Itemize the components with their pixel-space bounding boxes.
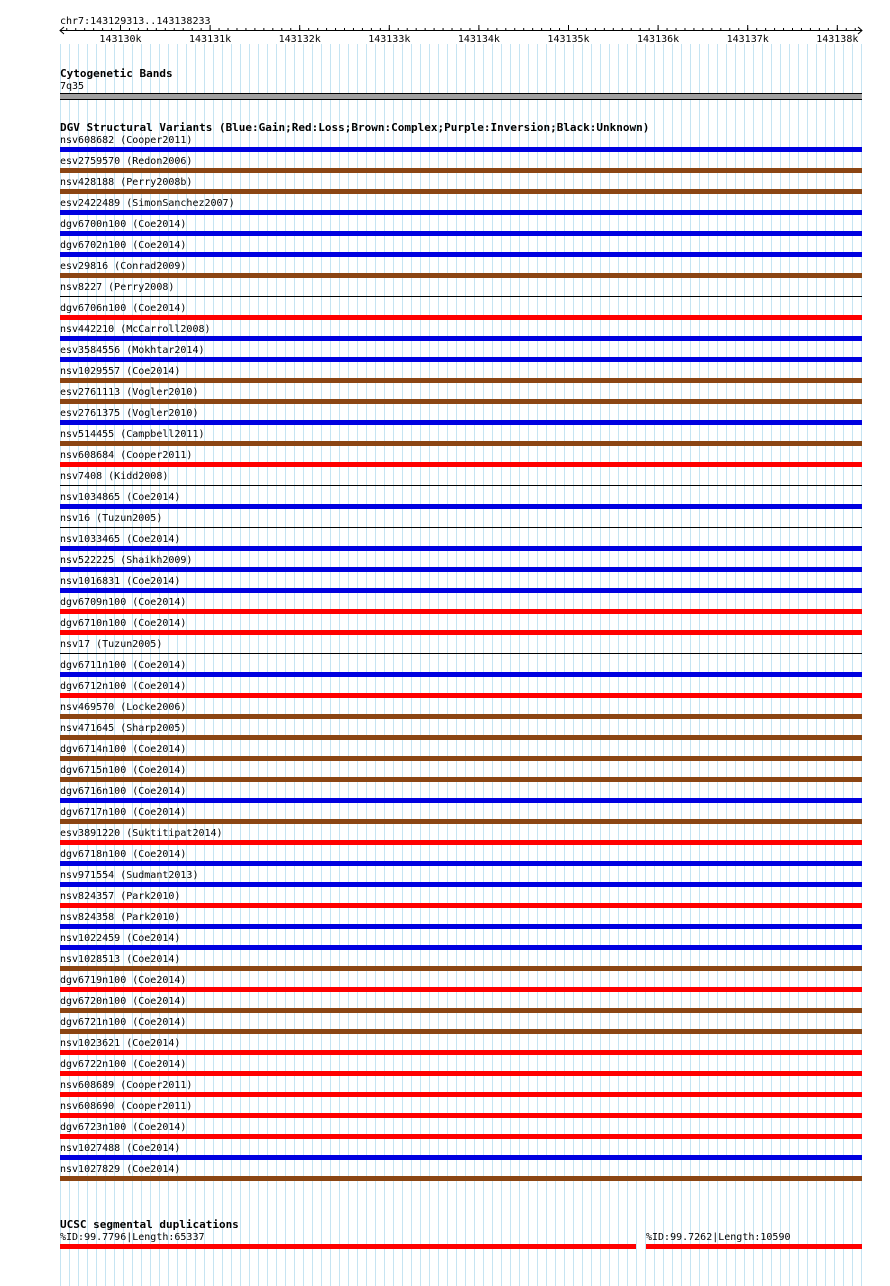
dgv-feature-bar[interactable] [60, 819, 862, 824]
ruler-tick-label: 143131k [189, 34, 232, 45]
dgv-feature-bar[interactable] [60, 861, 862, 866]
dgv-feature-bar[interactable] [60, 945, 862, 950]
dgv-feature-label: dgv6717n100 (Coe2014) [60, 807, 187, 818]
dgv-feature-label: nsv1029557 (Coe2014) [60, 366, 181, 377]
dgv-feature-label: nsv971554 (Sudmant2013) [60, 870, 199, 881]
dgv-feature-bar[interactable] [60, 504, 862, 509]
ruler-tick-label: 143135k [547, 34, 590, 45]
dgv-feature-label: dgv6720n100 (Coe2014) [60, 996, 187, 1007]
dgv-feature-label: nsv1027829 (Coe2014) [60, 1164, 181, 1175]
dgv-feature-label: nsv17 (Tuzun2005) [60, 639, 163, 650]
ruler-tick-label: 143138k [816, 34, 859, 45]
dgv-feature-bar[interactable] [60, 987, 862, 992]
dgv-feature-bar[interactable] [60, 168, 862, 173]
dgv-feature-label: dgv6719n100 (Coe2014) [60, 975, 187, 986]
ruler-tick-label: 143134k [457, 34, 500, 45]
segdup-feature-2[interactable] [646, 1244, 862, 1249]
dgv-feature-bar[interactable] [60, 273, 862, 278]
dgv-feature-bar[interactable] [60, 672, 862, 677]
dgv-feature-label: esv29816 (Conrad2009) [60, 261, 187, 272]
dgv-feature-bar[interactable] [60, 231, 862, 236]
dgv-feature-label: nsv514455 (Campbell2011) [60, 429, 205, 440]
ruler-tick-label: 143132k [278, 34, 321, 45]
dgv-feature-label: nsv608690 (Cooper2011) [60, 1101, 193, 1112]
dgv-feature-bar[interactable] [60, 1113, 862, 1118]
dgv-feature-bar[interactable] [60, 546, 862, 551]
dgv-feature-bar[interactable] [60, 924, 862, 929]
dgv-feature-bar[interactable] [60, 693, 862, 698]
dgv-feature-bar[interactable] [60, 1050, 862, 1055]
dgv-feature-line[interactable] [60, 485, 862, 486]
dgv-feature-label: nsv1023621 (Coe2014) [60, 1038, 181, 1049]
segdup-track-title[interactable]: UCSC segmental duplications [60, 1218, 239, 1231]
dgv-feature-label: nsv1033465 (Coe2014) [60, 534, 181, 545]
dgv-feature-bar[interactable] [60, 714, 862, 719]
dgv-feature-bar[interactable] [60, 609, 862, 614]
dgv-feature-label: esv3891220 (Suktitipat2014) [60, 828, 223, 839]
dgv-feature-label: nsv7408 (Kidd2008) [60, 471, 169, 482]
dgv-feature-label: dgv6712n100 (Coe2014) [60, 681, 187, 692]
dgv-feature-bar[interactable] [60, 420, 862, 425]
dgv-feature-label: esv2761375 (Vogler2010) [60, 408, 199, 419]
dgv-feature-bar[interactable] [60, 1155, 862, 1160]
dgv-feature-label: dgv6723n100 (Coe2014) [60, 1122, 187, 1133]
dgv-feature-label: dgv6702n100 (Coe2014) [60, 240, 187, 251]
dgv-feature-label: nsv8227 (Perry2008) [60, 282, 175, 293]
dgv-feature-bar[interactable] [60, 1029, 862, 1034]
dgv-feature-bar[interactable] [60, 1134, 862, 1139]
dgv-feature-bar[interactable] [60, 630, 862, 635]
dgv-feature-label: nsv1016831 (Coe2014) [60, 576, 181, 587]
dgv-feature-label: dgv6709n100 (Coe2014) [60, 597, 187, 608]
dgv-feature-bar[interactable] [60, 1008, 862, 1013]
dgv-feature-bar[interactable] [60, 357, 862, 362]
dgv-feature-label: nsv1028513 (Coe2014) [60, 954, 181, 965]
ruler-tick-label: 143130k [99, 34, 142, 45]
dgv-feature-label: nsv824357 (Park2010) [60, 891, 181, 902]
dgv-feature-bar[interactable] [60, 147, 862, 152]
dgv-feature-label: esv2422489 (SimonSanchez2007) [60, 198, 235, 209]
dgv-feature-bar[interactable] [60, 378, 862, 383]
cytoband-7q35[interactable] [60, 93, 862, 100]
dgv-feature-label: dgv6715n100 (Coe2014) [60, 765, 187, 776]
dgv-feature-label: nsv608689 (Cooper2011) [60, 1080, 193, 1091]
dgv-feature-bar[interactable] [60, 1092, 862, 1097]
dgv-feature-label: nsv16 (Tuzun2005) [60, 513, 163, 524]
dgv-feature-label: nsv522225 (Shaikh2009) [60, 555, 193, 566]
dgv-track-title[interactable]: DGV Structural Variants (Blue:Gain;Red:Loss;Brown:Complex;Purple:Inversion;Black:Unknown) [60, 121, 650, 134]
dgv-feature-label: nsv608684 (Cooper2011) [60, 450, 193, 461]
dgv-feature-label: dgv6718n100 (Coe2014) [60, 849, 187, 860]
dgv-feature-bar[interactable] [60, 966, 862, 971]
dgv-feature-label: dgv6706n100 (Coe2014) [60, 303, 187, 314]
dgv-feature-label: dgv6711n100 (Coe2014) [60, 660, 187, 671]
dgv-feature-label: nsv469570 (Locke2006) [60, 702, 187, 713]
dgv-feature-bar[interactable] [60, 252, 862, 257]
dgv-feature-bar[interactable] [60, 210, 862, 215]
dgv-feature-label: nsv1027488 (Coe2014) [60, 1143, 181, 1154]
ruler-tick-label: 143133k [368, 34, 411, 45]
dgv-feature-label: esv2759570 (Redon2006) [60, 156, 193, 167]
dgv-feature-line[interactable] [60, 527, 862, 528]
dgv-feature-bar[interactable] [60, 441, 862, 446]
dgv-feature-label: esv3584556 (Mokhtar2014) [60, 345, 205, 356]
dgv-feature-line[interactable] [60, 296, 862, 297]
dgv-feature-bar[interactable] [60, 336, 862, 341]
segdup-label-2: %ID:99.7262|Length:10590 [646, 1232, 791, 1243]
segdup-label-1: %ID:99.7796|Length:65337 [60, 1232, 205, 1243]
dgv-feature-label: nsv1022459 (Coe2014) [60, 933, 181, 944]
dgv-feature-label: nsv471645 (Sharp2005) [60, 723, 187, 734]
dgv-feature-label: dgv6721n100 (Coe2014) [60, 1017, 187, 1028]
ruler-tick-label: 143136k [637, 34, 680, 45]
dgv-feature-bar[interactable] [60, 315, 862, 320]
dgv-feature-bar[interactable] [60, 882, 862, 887]
dgv-feature-label: dgv6710n100 (Coe2014) [60, 618, 187, 629]
dgv-feature-bar[interactable] [60, 1071, 862, 1076]
dgv-feature-label: esv2761113 (Vogler2010) [60, 387, 199, 398]
dgv-feature-bar[interactable] [60, 735, 862, 740]
segdup-feature-1[interactable] [60, 1244, 636, 1249]
position-label: chr7:143129313..143138233 [60, 16, 211, 27]
cytoband-track-title[interactable]: Cytogenetic Bands [60, 67, 173, 80]
dgv-feature-bar[interactable] [60, 756, 862, 761]
cytoband-label: 7q35 [60, 81, 85, 92]
dgv-feature-label: dgv6714n100 (Coe2014) [60, 744, 187, 755]
dgv-feature-label: nsv1034865 (Coe2014) [60, 492, 181, 503]
dgv-feature-bar[interactable] [60, 588, 862, 593]
dgv-feature-bar[interactable] [60, 462, 862, 467]
dgv-feature-label: dgv6700n100 (Coe2014) [60, 219, 187, 230]
dgv-feature-label: dgv6722n100 (Coe2014) [60, 1059, 187, 1070]
ruler-tick-label: 143137k [726, 34, 769, 45]
dgv-feature-label: dgv6716n100 (Coe2014) [60, 786, 187, 797]
dgv-feature-bar[interactable] [60, 903, 862, 908]
dgv-feature-line[interactable] [60, 653, 862, 654]
dgv-feature-bar[interactable] [60, 840, 862, 845]
dgv-feature-label: nsv824358 (Park2010) [60, 912, 181, 923]
dgv-feature-bar[interactable] [60, 399, 862, 404]
dgv-feature-bar[interactable] [60, 1176, 862, 1181]
dgv-feature-bar[interactable] [60, 798, 862, 803]
dgv-feature-bar[interactable] [60, 567, 862, 572]
dgv-feature-bar[interactable] [60, 777, 862, 782]
dgv-feature-bar[interactable] [60, 189, 862, 194]
dgv-feature-label: nsv442210 (McCarroll2008) [60, 324, 211, 335]
dgv-feature-label: nsv428188 (Perry2008b) [60, 177, 193, 188]
dgv-feature-label: nsv608682 (Cooper2011) [60, 135, 193, 146]
